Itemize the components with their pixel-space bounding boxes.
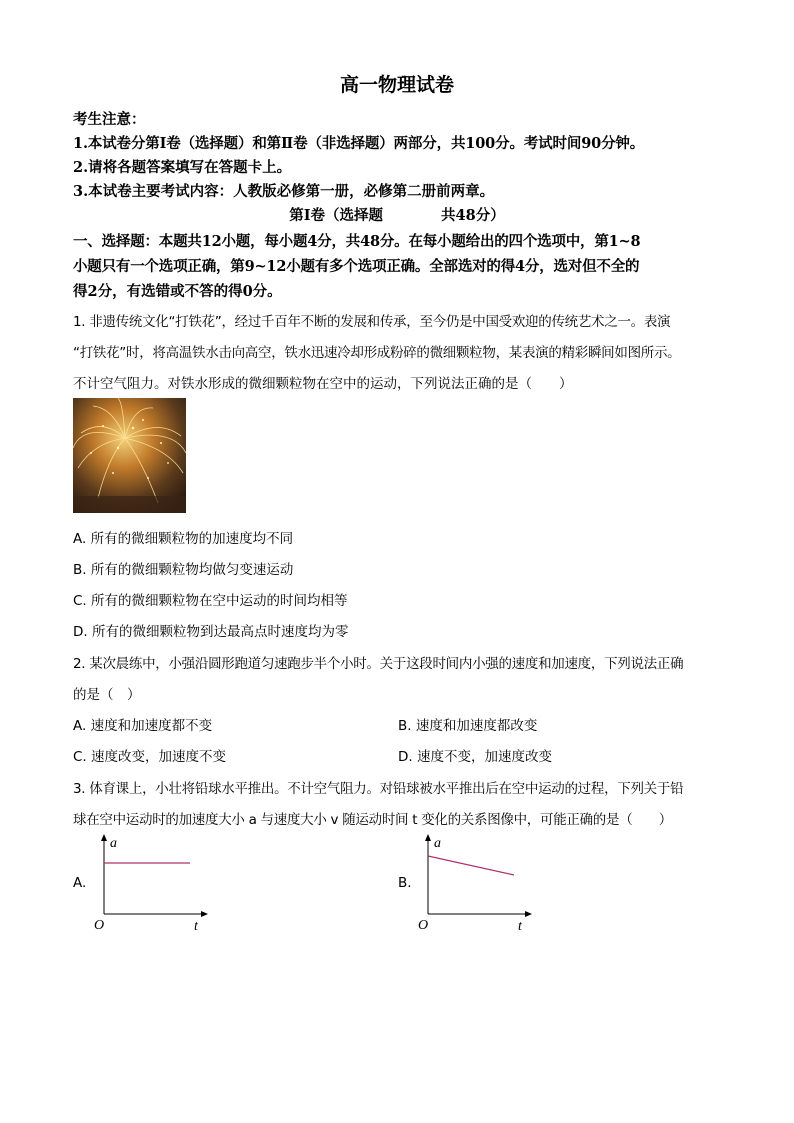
q1-text-3: 不计空气阻力。对铁水形成的微细颗粒物在空中的运动，下列说法正确的是（ ） <box>73 376 573 392</box>
section-instructions-2: 小题只有一个选项正确，第9~12小题有多个选项正确。全部选对的得4分，选对但不全的 <box>73 258 640 275</box>
y-axis-label: a <box>434 836 441 851</box>
notice-heading: 考生注意： <box>73 111 146 128</box>
x-axis-label: t <box>194 919 198 934</box>
section-title: 第Ⅰ卷（选择题 共48分） <box>289 207 505 224</box>
q3-text-2: 球在空中运动时的加速度大小 a 与速度大小 v 随运动时间 t 变化的关系图像中，可能正确的是（ ） <box>73 812 673 828</box>
q2-text-2: 的是（ ） <box>73 687 141 703</box>
origin-label: O <box>94 918 105 933</box>
q1-text-2: “打铁花”时，将高温铁水击向高空，铁水迅速冷却形成粉碎的微细颗粒物，某表演的精彩瞬间如图所示。 <box>73 345 681 361</box>
y-axis-arrow <box>425 834 431 841</box>
notice-item-3: 3.本试卷主要考试内容：人教版必修第一册，必修第二册前两章。 <box>73 183 495 200</box>
q2-option-d: D. 速度不变，加速度改变 <box>398 749 552 765</box>
q2-option-a: A. 速度和加速度都不变 <box>73 718 213 734</box>
section-instructions-1: 一、选择题：本题共12小题，每小题4分，共48分。在每小题给出的四个选项中，第1~8 <box>73 233 641 250</box>
q2-option-c: C. 速度改变，加速度不变 <box>73 749 227 765</box>
q1-text-1: 1. 非遗传统文化“打铁花”，经过千百年不断的发展和传承，至今仍是中国受欢迎的传统艺术之一。表演 <box>73 314 671 330</box>
section-instructions-3: 得2分，有选错或不答的得0分。 <box>73 283 282 300</box>
origin-label: O <box>418 918 429 933</box>
q1-option-d: D. 所有的微细颗粒物到达最高点时速度均为零 <box>73 624 349 640</box>
q1-option-b: B. 所有的微细颗粒物均做匀变速运动 <box>73 562 294 578</box>
q3-option-a-label: A. <box>73 875 87 891</box>
y-axis-label: a <box>110 836 117 851</box>
y-axis-arrow <box>101 834 107 841</box>
q3-text-1: 3. 体育课上，小壮将铅球水平推出。不计空气阻力。对铅球被水平推出后在空中运动的过程，下列关于铅 <box>73 781 684 797</box>
notice-item-2: 2.请将各题答案填写在答题卡上。 <box>73 159 292 176</box>
q3-graph-a <box>90 832 220 937</box>
x-axis-arrow <box>201 911 208 917</box>
q1-option-a: A. 所有的微细颗粒物的加速度均不同 <box>73 531 294 547</box>
q2-option-b: B. 速度和加速度都改变 <box>398 718 538 734</box>
notice-item-1: 1.本试卷分第Ⅰ卷（选择题）和第Ⅱ卷（非选择题）两部分，共100分。考试时间90分钟。 <box>73 135 645 152</box>
iron-flower-photo <box>73 398 186 513</box>
x-axis-label: t <box>518 919 522 934</box>
a-t-line <box>428 856 514 875</box>
paper-title: 高一物理试卷 <box>339 74 454 96</box>
q3-graph-b <box>414 832 544 937</box>
x-axis-arrow <box>525 911 532 917</box>
q3-option-b-label: B. <box>398 875 412 891</box>
q1-option-c: C. 所有的微细颗粒物在空中运动的时间均相等 <box>73 593 348 609</box>
q2-text-1: 2. 某次晨练中，小强沿圆形跑道匀速跑步半个小时。关于这段时间内小强的速度和加速度，下列说法正确 <box>73 656 684 672</box>
